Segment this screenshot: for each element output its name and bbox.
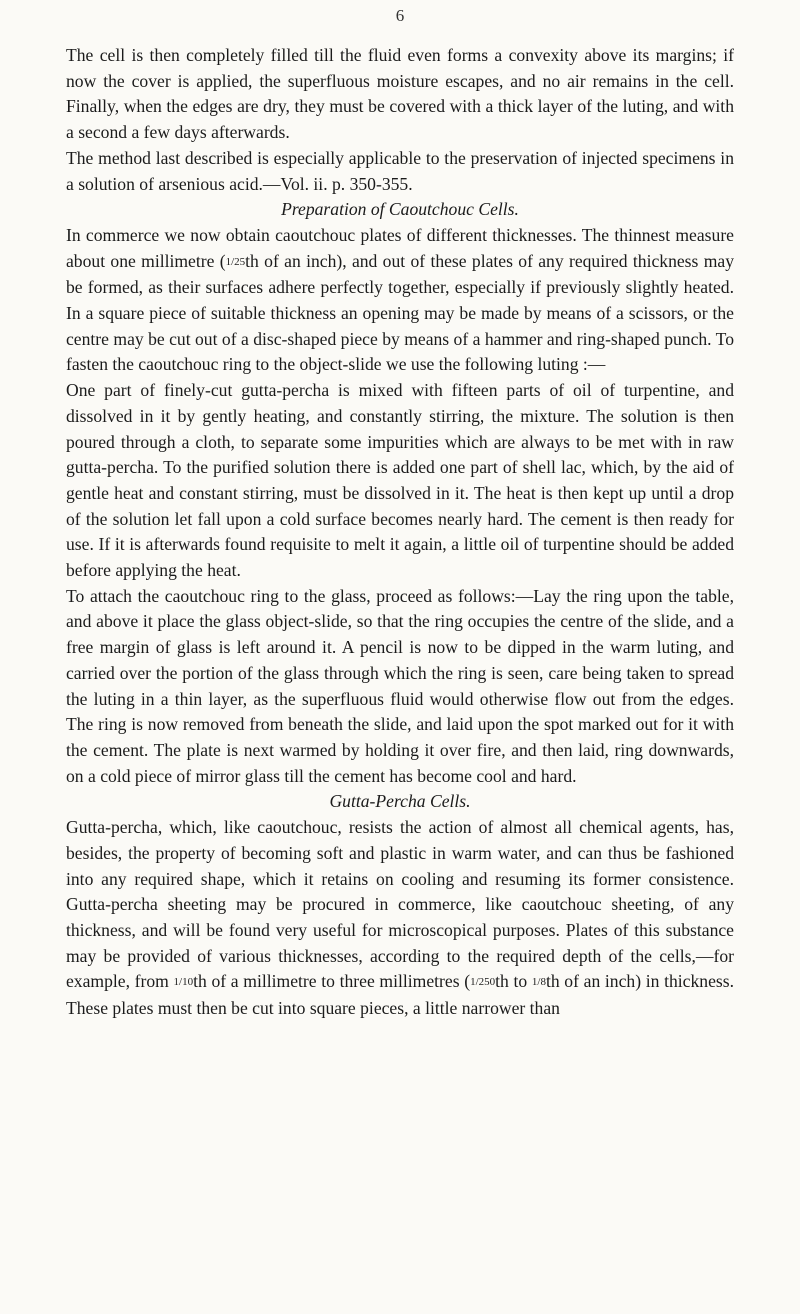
- fraction: 1/10: [173, 976, 194, 989]
- fraction: 1/25: [225, 255, 246, 268]
- page-number: 6: [395, 6, 405, 25]
- section-heading-gutta-percha: Gutta-Percha Cells.: [329, 791, 471, 812]
- section-heading-caoutchouc: Preparation of Caoutchouc Cells.: [281, 199, 519, 220]
- text-run: th of an inch) in thickness. These plates must then be cut into square pieces, a little narrower than: [66, 971, 734, 1019]
- intro-paragraph-1: The cell is then completely filled till the fluid even forms a convexity above its margins; if now the cover is applied, the superfluous moisture escapes, and no air remains in the cell. Finally, when the edges are dry, they must be covered with a thick layer of the luting, and with a second a few days afterwards.: [66, 45, 734, 143]
- text-run: th of an inch), and out of these plates of any required thickness may be formed, as their surfaces adhere perfectly together, especially if previously slightly heated. In a square piece of suitable thickness an opening may be made by means of a scissors, or the centre may be cut out of a disc-shaped piece by means of a hammer and ring-shaped punch. To fasten the caoutchouc ring to the object-slide we use the following luting :—: [66, 250, 734, 375]
- text-run: In commerce we now obtain caoutchouc plates of different thicknesses. The thinnest measure about one millimetre (: [66, 224, 734, 271]
- text-run: th of a millimetre to three millimetres (: [193, 971, 471, 992]
- text-run: th to: [495, 971, 532, 992]
- fraction: 1/250: [470, 976, 496, 989]
- caoutchouc-paragraph-3: To attach the caoutchouc ring to the glass, proceed as follows:—Lay the ring upon the table, and above it place the glass object-slide, so that the ring occupies the centre of the slide, and a free margin of glass is left around it. A pencil is now to be dipped in the warm luting, and carried over the portion of the glass through which the ring is seen, care being taken to spread the luting in a thin layer, as the superfluous fluid would otherwise flow out from the edges. The ring is now removed from beneath the slide, and laid upon the spot marked out for it with the cement. The plate is next warmed by holding it over fire, and then laid, ring downwards, on a cold piece of mirror glass till the cement has become cool and hard.: [66, 585, 734, 786]
- intro-paragraph-2: The method last described is especially applicable to the preservation of injected specimens in a solution of arsenious acid.—Vol. ii. p. 350-355.: [66, 147, 734, 194]
- caoutchouc-paragraph-2: One part of finely-cut gutta-percha is mixed with fifteen parts of oil of turpentine, and dissolved in it by gently heating, and constantly stirring, the mixture. The solution is then poured through a cloth, to separate some impurities which are always to be met with in raw gutta-percha. To the purified solution there is added one part of shell lac, which, by the aid of gentle heat and constant stirring, must be dissolved in it. The heat is then kept up until a drop of the solution let fall upon a cold surface becomes nearly hard. The cement is then ready for use. If it is afterwards found requisite to melt it again, a little oil of turpentine should be added before applying the heat.: [66, 380, 734, 581]
- text-run: Gutta-percha, which, like caoutchouc, resists the action of almost all chemical agents, has, besides, the property of becoming soft and plastic in warm water, and can thus be fashioned into any required shape, which it retains on cooling and resuming its former consistence. Gutta-percha sheeting may be procured in commerce, like caoutchouc sheeting, of any thickness, and will be found very useful for microscopical purposes. Plates of this substance may be provided of various thicknesses, according to the required depth of the cells,—for example, from: [66, 817, 734, 992]
- gutta-percha-paragraph-1: [66, 815, 734, 1022]
- caoutchouc-paragraph-1: [66, 223, 734, 378]
- page-body: [66, 43, 734, 1022]
- fraction: 1/8: [531, 976, 546, 989]
